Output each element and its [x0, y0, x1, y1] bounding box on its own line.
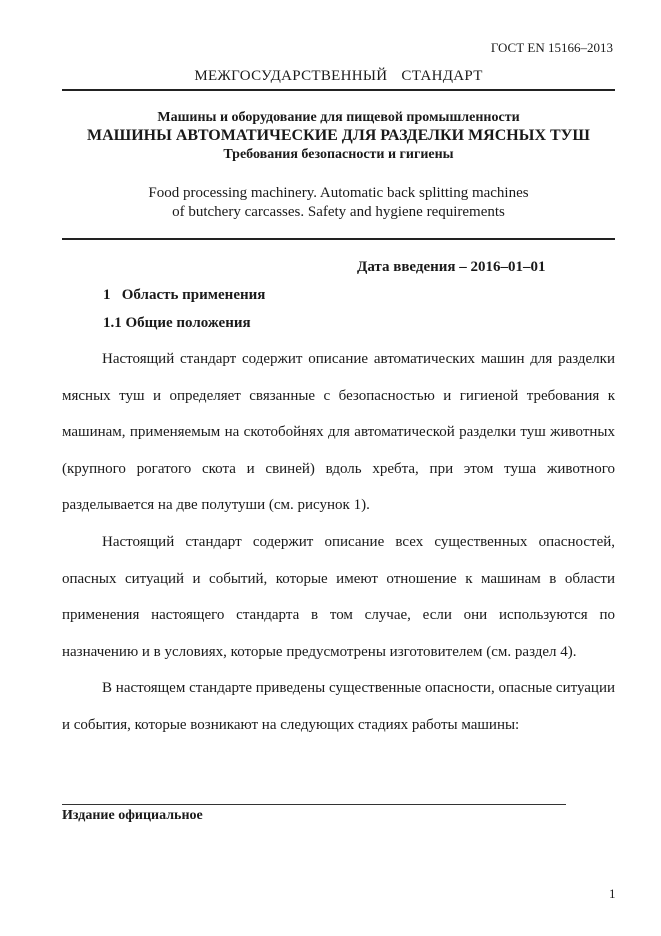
footer-divider	[62, 804, 566, 805]
document-code: ГОСТ EN 15166–2013	[490, 40, 613, 55]
header-divider	[62, 89, 615, 91]
title-divider	[62, 238, 615, 240]
paragraph-stages: В настоящем стандарте приведены существенные опасности, опасные ситуации и события, которые возникают на следующих стадиях работы машины:	[62, 680, 615, 733]
english-title	[62, 184, 615, 222]
section-heading-1-1: 1.1 Общие положения	[103, 315, 251, 331]
english-title-line-1: Food processing machinery. Automatic back splitting machines	[148, 185, 529, 201]
paragraph-scope: Настоящий стандарт содержит описание автоматических машин для разделки мясных туш и определяет связанные с безопасностью и гигиеной требования к машинам, применяемым на скотобойнях для автоматической разделки туш животных (крупного рогатого скота и свиней) вдоль хребта, при этом туша животного разделывается на две полутуши (см. рисунок 1).	[62, 351, 615, 513]
title-requirements: Требования безопасности и гигиены	[223, 147, 454, 162]
standard-title: МЕЖГОСУДАРСТВЕННЫЙ СТАНДАРТ	[194, 68, 483, 84]
section-heading-1: 1 Область применения	[103, 287, 266, 303]
paragraph-hazards: Настоящий стандарт содержит описание всех существенных опасностей, опасных ситуаций и событий, которые имеют отношение к машинам в области применения настоящего стандарта в том случае, если они используются по назначению и в условиях, которые предусмотрены изготовителем (см. раздел 4).	[62, 534, 615, 660]
english-title-line-2: of butchery carcasses. Safety and hygiene requirements	[172, 204, 505, 220]
title-subtitle: Машины и оборудование для пищевой промышленности	[157, 110, 520, 125]
title-block	[62, 110, 615, 164]
introduction-date: Дата введения – 2016–01–01	[357, 259, 546, 275]
title-main: МАШИНЫ АВТОМАТИЧЕСКИЕ ДЛЯ РАЗДЕЛКИ МЯСНЫХ ТУШ	[87, 127, 590, 144]
official-edition: Издание официальное	[62, 808, 203, 823]
page-number: 1	[609, 886, 616, 901]
